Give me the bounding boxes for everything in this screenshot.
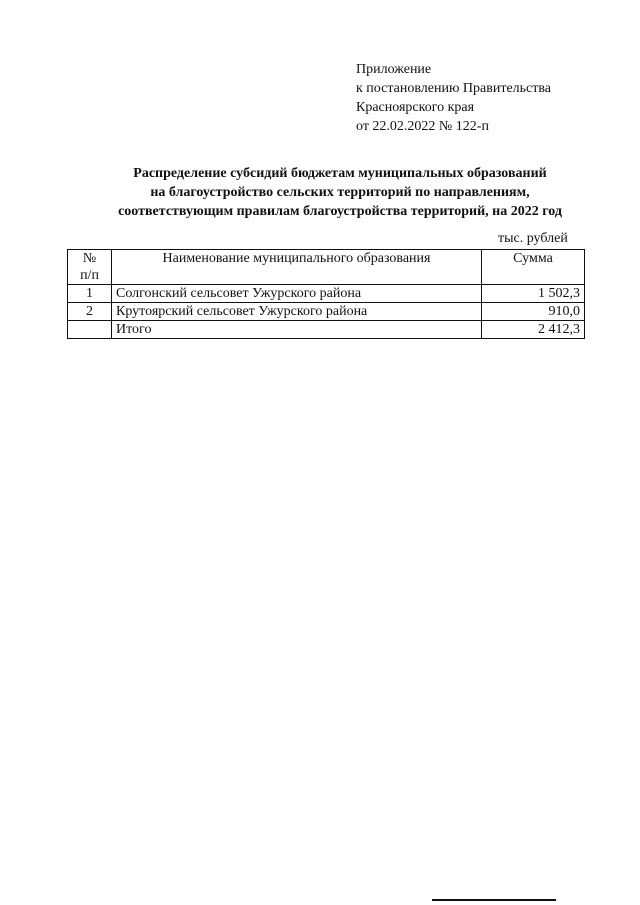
header-sum: Сумма	[482, 250, 585, 285]
header-number-line-2: п/п	[80, 268, 99, 283]
units-label: тыс. рублей	[498, 231, 568, 246]
row-name: Солгонский сельсовет Ужурского района	[112, 285, 482, 303]
header-number	[68, 250, 112, 285]
row-sum: 1 502,3	[482, 285, 585, 303]
page-bottom-rule	[432, 899, 556, 901]
header-name: Наименование муниципального образования	[112, 250, 482, 285]
appendix-header	[356, 60, 551, 136]
table-row	[68, 285, 585, 303]
table-row	[68, 303, 585, 321]
total-sum: 2 412,3	[482, 321, 585, 339]
title-line-3: соответствующим правилам благоустройства территорий, на 2022 год	[118, 204, 562, 219]
appendix-line-1: Приложение	[356, 62, 432, 77]
document-title	[60, 164, 620, 221]
row-name: Крутоярский сельсовет Ужурского района	[112, 303, 482, 321]
subsidy-table	[67, 249, 585, 339]
appendix-line-4: от 22.02.2022 № 122-п	[356, 119, 489, 134]
table-header-row	[68, 250, 585, 285]
table-total-row	[68, 321, 585, 339]
total-number	[68, 321, 112, 339]
appendix-line-3: Красноярского края	[356, 100, 475, 115]
title-line-1: Распределение субсидий бюджетам муниципальных образований	[133, 166, 547, 181]
total-label: Итого	[112, 321, 482, 339]
title-line-2: на благоустройство сельских территорий по направлениям,	[150, 185, 530, 200]
row-number: 2	[68, 303, 112, 321]
header-number-line-1: №	[82, 251, 97, 266]
appendix-line-2: к постановлению Правительства	[356, 81, 552, 96]
row-sum: 910,0	[482, 303, 585, 321]
row-number: 1	[68, 285, 112, 303]
